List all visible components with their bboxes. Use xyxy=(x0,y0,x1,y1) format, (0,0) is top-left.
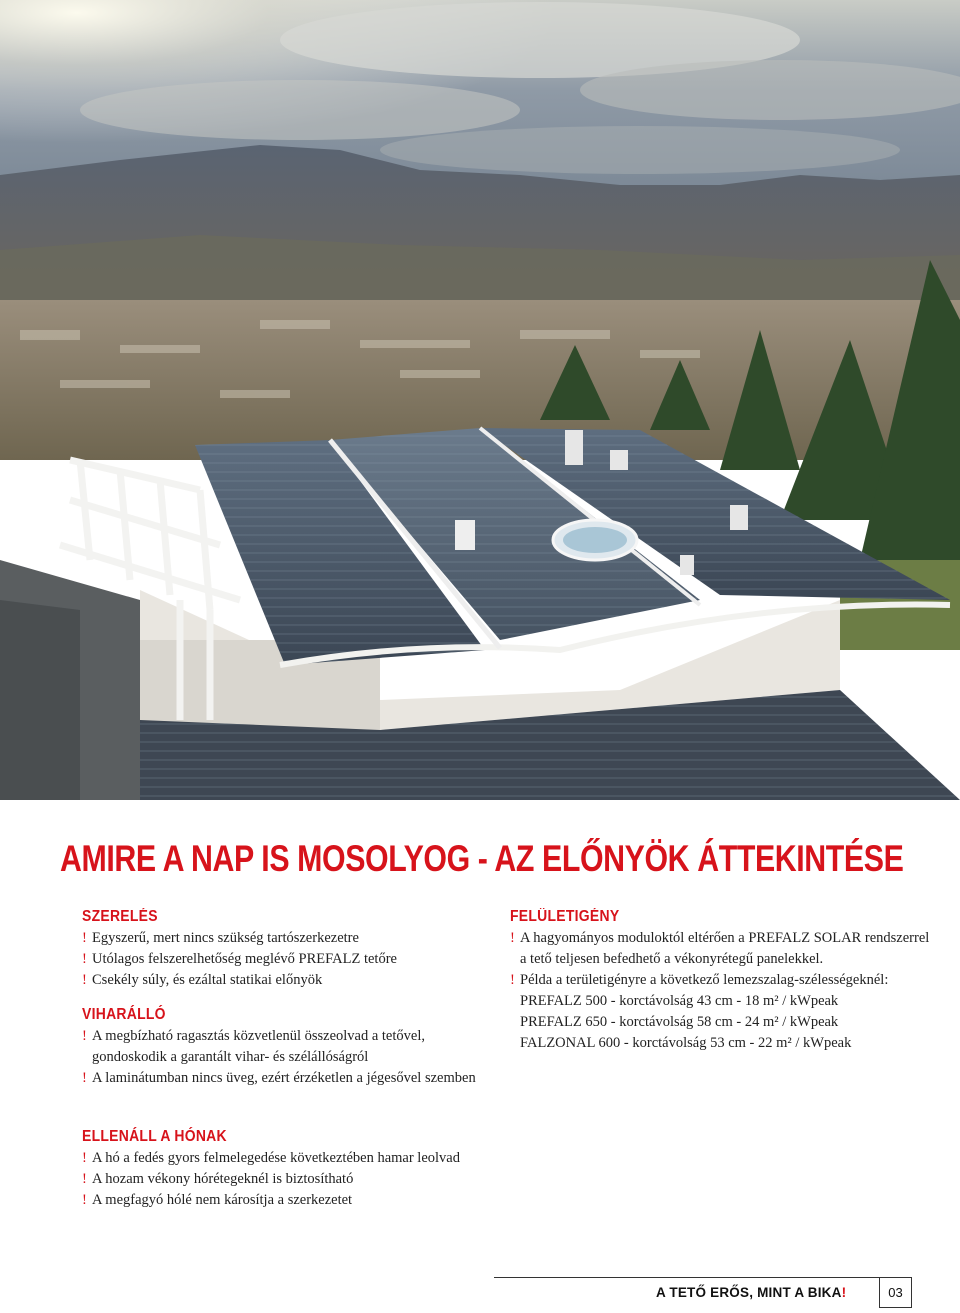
bullet-mark: ! xyxy=(82,930,87,946)
list-item: ! A hó a fedés gyors felmelegedése következtében hamar leolvad xyxy=(82,1148,482,1169)
footer-slogan: A TETŐ ERŐS, MINT A BIKA! xyxy=(656,1285,847,1300)
list-item: ! A megfagyó hólé nem károsítja a szerkezetet xyxy=(82,1190,482,1211)
section-title: FELÜLETIGÉNY xyxy=(510,908,620,925)
list-item: ! A megbízható ragasztás közvetlenül összeolvad a tetővel, gondoskodik a garantált vihar- és szélállóságról xyxy=(82,1028,425,1065)
bullet-mark: ! xyxy=(510,972,515,988)
page-number: 03 xyxy=(879,1278,912,1308)
bullet-mark: ! xyxy=(82,1150,87,1166)
example-line: FALZONAL 600 - korctávolság 53 cm - 22 m² / kWpeak xyxy=(520,1035,852,1051)
section-feluletigeny xyxy=(510,908,930,1054)
list-item: ! A hagyományos moduloktól eltérően a PREFALZ SOLAR rendszerrel a tető teljesen befedhető a vékonyrétegű panelekkel. xyxy=(510,930,930,967)
section-title: SZERELÉS xyxy=(82,908,158,925)
list-item: ! Példa a területigényre a következő lemezszalag-szélességeknél: xyxy=(510,970,930,991)
page-headline: AMIRE A NAP IS MOSOLYOG - AZ ELŐNYÖK ÁTTEKINTÉSE xyxy=(60,838,904,879)
example-line: PREFALZ 650 - korctávolság 58 cm - 24 m² / kWpeak xyxy=(520,1014,839,1030)
list-item: ! Egyszerű, mert nincs szükség tartószerkezetre xyxy=(82,928,482,949)
section-viharallo xyxy=(82,1006,502,1089)
bullet-mark: ! xyxy=(510,930,515,946)
section-szereles xyxy=(82,908,482,991)
bullet-mark: ! xyxy=(82,1070,87,1086)
list-item: ! A hozam vékony hórétegeknél is biztosítható xyxy=(82,1169,482,1190)
bullet-mark: ! xyxy=(82,972,87,988)
bullet-mark: ! xyxy=(82,1192,87,1208)
list-item: ! Utólagos felszerelhetőség meglévő PREFALZ tetőre xyxy=(82,949,482,970)
bullet-mark: ! xyxy=(82,951,87,967)
bullet-mark: ! xyxy=(82,1171,87,1187)
area-examples xyxy=(510,991,930,1054)
list-item: ! Csekély súly, és ezáltal statikai előnyök xyxy=(82,970,482,991)
section-title: ELLENÁLL A HÓNAK xyxy=(82,1128,227,1145)
example-line: PREFALZ 500 - korctávolság 43 cm - 18 m² / kWpeak xyxy=(520,993,839,1009)
footer-rule xyxy=(494,1277,912,1278)
bullet-mark: ! xyxy=(82,1028,87,1044)
section-title: VIHARÁLLÓ xyxy=(82,1006,166,1023)
section-ellenall xyxy=(82,1128,482,1211)
list-item: ! A laminátumban nincs üveg, ezért érzéketlen a jégesővel szemben xyxy=(82,1068,502,1089)
